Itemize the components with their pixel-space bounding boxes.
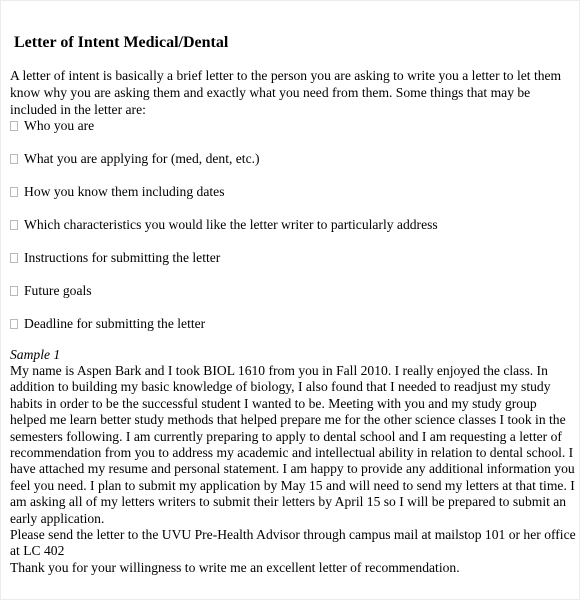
- list-item: [10, 150, 438, 183]
- checkbox-bullet-icon: [10, 253, 18, 263]
- bullet-text: What you are applying for (med, dent, etc.): [24, 151, 260, 166]
- checkbox-bullet-icon: [10, 121, 18, 131]
- bullet-list: [10, 117, 438, 348]
- sample-paragraph: Thank you for your willingness to write me an excellent letter of recommendation.: [10, 559, 460, 575]
- sample-letter: [10, 363, 576, 576]
- checkbox-bullet-icon: [10, 220, 18, 230]
- bullet-text: Future goals: [24, 283, 92, 298]
- list-item: [10, 183, 438, 216]
- checkbox-bullet-icon: [10, 187, 18, 197]
- list-item: [10, 282, 438, 315]
- sample-paragraph: My name is Aspen Bark and I took BIOL 1610 from you in Fall 2010. I really enjoyed the class. In addition to building my basic knowledge of biology, I also found that I needed to readjust my study habits in order to be the successful student I wanted to be. Meeting with you and my study group helped me learn better study methods that helped prepare me for the other science classes I took in the semesters following. I am currently preparing to apply to dental school and I am requesting a letter of recommendation from you to address my academic and intellectual ability in relation to dental school. I have attached my resume and personal statement. I am happy to provide any additional information you feel you need. I plan to submit my application by May 15 and will need to send my letters at that time. I am asking all of my letters writers to submit their letters by April 15 so I will be prepared to submit an early application.: [10, 363, 575, 526]
- bullet-text: Deadline for submitting the letter: [24, 316, 206, 331]
- document-title: Letter of Intent Medical/Dental: [14, 34, 229, 51]
- list-item: [10, 249, 438, 282]
- checkbox-bullet-icon: [10, 319, 18, 329]
- checkbox-bullet-icon: [10, 286, 18, 296]
- checkbox-bullet-icon: [10, 154, 18, 164]
- bullet-text: Instructions for submitting the letter: [24, 250, 221, 265]
- bullet-text: Which characteristics you would like the letter writer to particularly address: [24, 217, 438, 232]
- sample-paragraph: Please send the letter to the UVU Pre-Health Advisor through campus mail at mailstop 101 or her office at LC 402: [10, 527, 576, 559]
- bullet-text: Who you are: [24, 118, 95, 133]
- list-item: [10, 117, 438, 150]
- list-item: [10, 315, 438, 348]
- bullet-text: How you know them including dates: [24, 184, 225, 199]
- sample-heading: Sample 1: [10, 347, 61, 362]
- list-item: [10, 216, 438, 249]
- intro-paragraph: A letter of intent is basically a brief letter to the person you are asking to write you a letter to let them know why you are asking them and exactly what you need from them. Some things that may be included in the letter are:: [10, 68, 562, 117]
